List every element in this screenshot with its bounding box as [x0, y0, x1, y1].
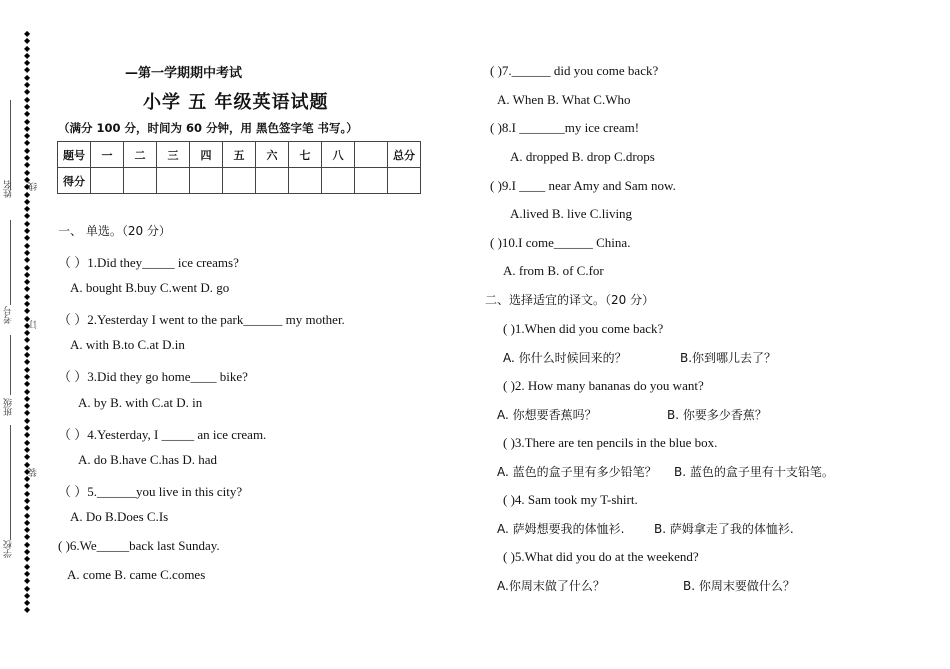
class-line — [10, 335, 11, 395]
score-cell: 五 — [223, 142, 256, 168]
question-text: （ ）4.Yesterday, I _____ an ice cream. — [58, 427, 267, 442]
score-table — [57, 141, 421, 194]
class-label: 班级 — [4, 398, 14, 416]
translation-question: ( )5.What did you do at the weekend? — [503, 549, 699, 564]
school-label: 学校 — [4, 540, 14, 558]
binding-mark-line: 线 — [29, 182, 39, 191]
binding-mark-staple: 订 — [29, 320, 39, 329]
section1-heading: 一、 单选。（20 分） — [58, 224, 171, 238]
score-cell: 七 — [289, 142, 322, 168]
exam-term-line: —第一学期期中考试 — [125, 66, 243, 81]
question-options: A.lived B. live C.living — [510, 206, 633, 221]
score-cell: 四 — [190, 142, 223, 168]
score-cell: 总分 — [388, 142, 421, 168]
translation-option-a: A. 蓝色的盒子里有多少铅笔？ — [497, 465, 657, 479]
question-text: ( )10.I come______ China. — [490, 235, 631, 250]
question-text: （ ）2.Yesterday I went to the park______ my mother. — [58, 312, 345, 327]
question-options: A. with B.to C.at D.in — [70, 337, 185, 352]
question-options: A. come B. came C.comes — [67, 567, 206, 582]
translation-option-a: A. 你什么时候回来的？ — [503, 351, 627, 365]
question-text: ( )7.______ did you come back? — [490, 63, 659, 78]
score-cell: 六 — [256, 142, 289, 168]
score-cell: 八 — [322, 142, 355, 168]
question-text: ( )8.I _______my ice cream! — [490, 120, 640, 135]
question-options: A. bought B.buy C.went D. go — [70, 280, 230, 295]
translation-question: ( )3.There are ten pencils in the blue box. — [503, 435, 718, 450]
score-input-cell[interactable] — [91, 168, 124, 194]
question-options: A. do B.have C.has D. had — [78, 452, 218, 467]
score-input-cell[interactable] — [256, 168, 289, 194]
translation-option-b: B. 萨姆拿走了我的体恤衫. — [654, 522, 794, 536]
score-cell: 一 — [91, 142, 124, 168]
translation-question: ( )1.When did you come back? — [503, 321, 664, 336]
score-input-cell[interactable] — [388, 168, 421, 194]
translation-option-b: B. 你周末要做什么？ — [683, 579, 795, 593]
question-options: A. When B. What C.Who — [497, 92, 631, 107]
score-cell: 二 — [124, 142, 157, 168]
score-input-cell[interactable] — [355, 168, 388, 194]
page-title: 小学 五 年级英语试题 — [143, 92, 329, 113]
translation-option-a: A.你周末做了什么？ — [497, 579, 605, 593]
question-text: （ ）5.______you live in this city? — [58, 484, 243, 499]
question-options: A. by B. with C.at D. in — [78, 395, 203, 410]
translation-option-b: B. 蓝色的盒子里有十支铅笔。 — [674, 465, 834, 479]
translation-option-b: B. 你要多少香蕉？ — [667, 408, 767, 422]
score-input-cell[interactable] — [190, 168, 223, 194]
score-table-header-row — [58, 142, 421, 168]
question-text: ( )6.We_____back last Sunday. — [58, 538, 220, 553]
score-cell: 三 — [157, 142, 190, 168]
translation-option-b: B.你到哪儿去了？ — [680, 351, 777, 365]
score-table-score-row — [58, 168, 421, 194]
section2-heading: 二、选择适宜的译文。（20 分） — [485, 293, 655, 307]
score-cell: 题号 — [58, 142, 91, 168]
translation-option-a: A. 你想要香蕉吗？ — [497, 408, 597, 422]
name-line — [10, 100, 11, 190]
question-options: A. Do B.Does C.Is — [70, 509, 169, 524]
translation-question: ( )2. How many bananas do you want? — [503, 378, 704, 393]
question-text: （ ）3.Did they go home____ bike? — [58, 369, 248, 384]
score-input-cell[interactable] — [289, 168, 322, 194]
binding-dotted-line: ◆ ◆ ◆ ◆ ◆ ◆ ◆ ◆ ◆ ◆ ◆ ◆ ◆ ◆ ◆ ◆ ◆ ◆ ◆ ◆ ◆ ◆ ◆ ◆ ◆ ◆ ◆ ◆ ◆ ◆ ◆ ◆ ◆ ◆ ◆ ◆ ◆ ◆ ◆ ◆ ◆ ◆ ◆ ◆ ◆ ◆ ◆ ◆ ◆ ◆ ◆ ◆ ◆ ◆ ◆ ◆ ◆ ◆ ◆ ◆ ◆ ◆ ◆ ◆ ◆ ◆ ◆ ◆ ◆ ◆ ◆ ◆ ◆ ◆ ◆ ◆ ◆ ◆ ◆ ◆ — [24, 29, 31, 615]
translation-question: ( )4. Sam took my T-shirt. — [503, 492, 638, 507]
score-input-cell[interactable] — [124, 168, 157, 194]
question-text: （ ）1.Did they_____ ice creams? — [58, 255, 239, 270]
translation-option-a: A. 萨姆想要我的体恤衫. — [497, 522, 625, 536]
exam-number-line — [10, 220, 11, 305]
school-line — [10, 425, 11, 540]
score-input-cell[interactable] — [157, 168, 190, 194]
binding-strip — [0, 30, 40, 630]
score-row-label: 得分 — [58, 168, 91, 194]
exam-note: （满分 100 分，时间为 60 分钟，用 黑色签字笔 书写。） — [58, 121, 358, 135]
score-cell — [355, 142, 388, 168]
question-text: ( )9.I ____ near Amy and Sam now. — [490, 178, 676, 193]
question-options: A. from B. of C.for — [503, 263, 604, 278]
exam-number-label: 考号 — [4, 306, 14, 324]
score-input-cell[interactable] — [322, 168, 355, 194]
binding-mark-bind: 装 — [29, 468, 39, 477]
name-label: 姓名 — [4, 180, 14, 198]
score-input-cell[interactable] — [223, 168, 256, 194]
question-options: A. dropped B. drop C.drops — [510, 149, 655, 164]
